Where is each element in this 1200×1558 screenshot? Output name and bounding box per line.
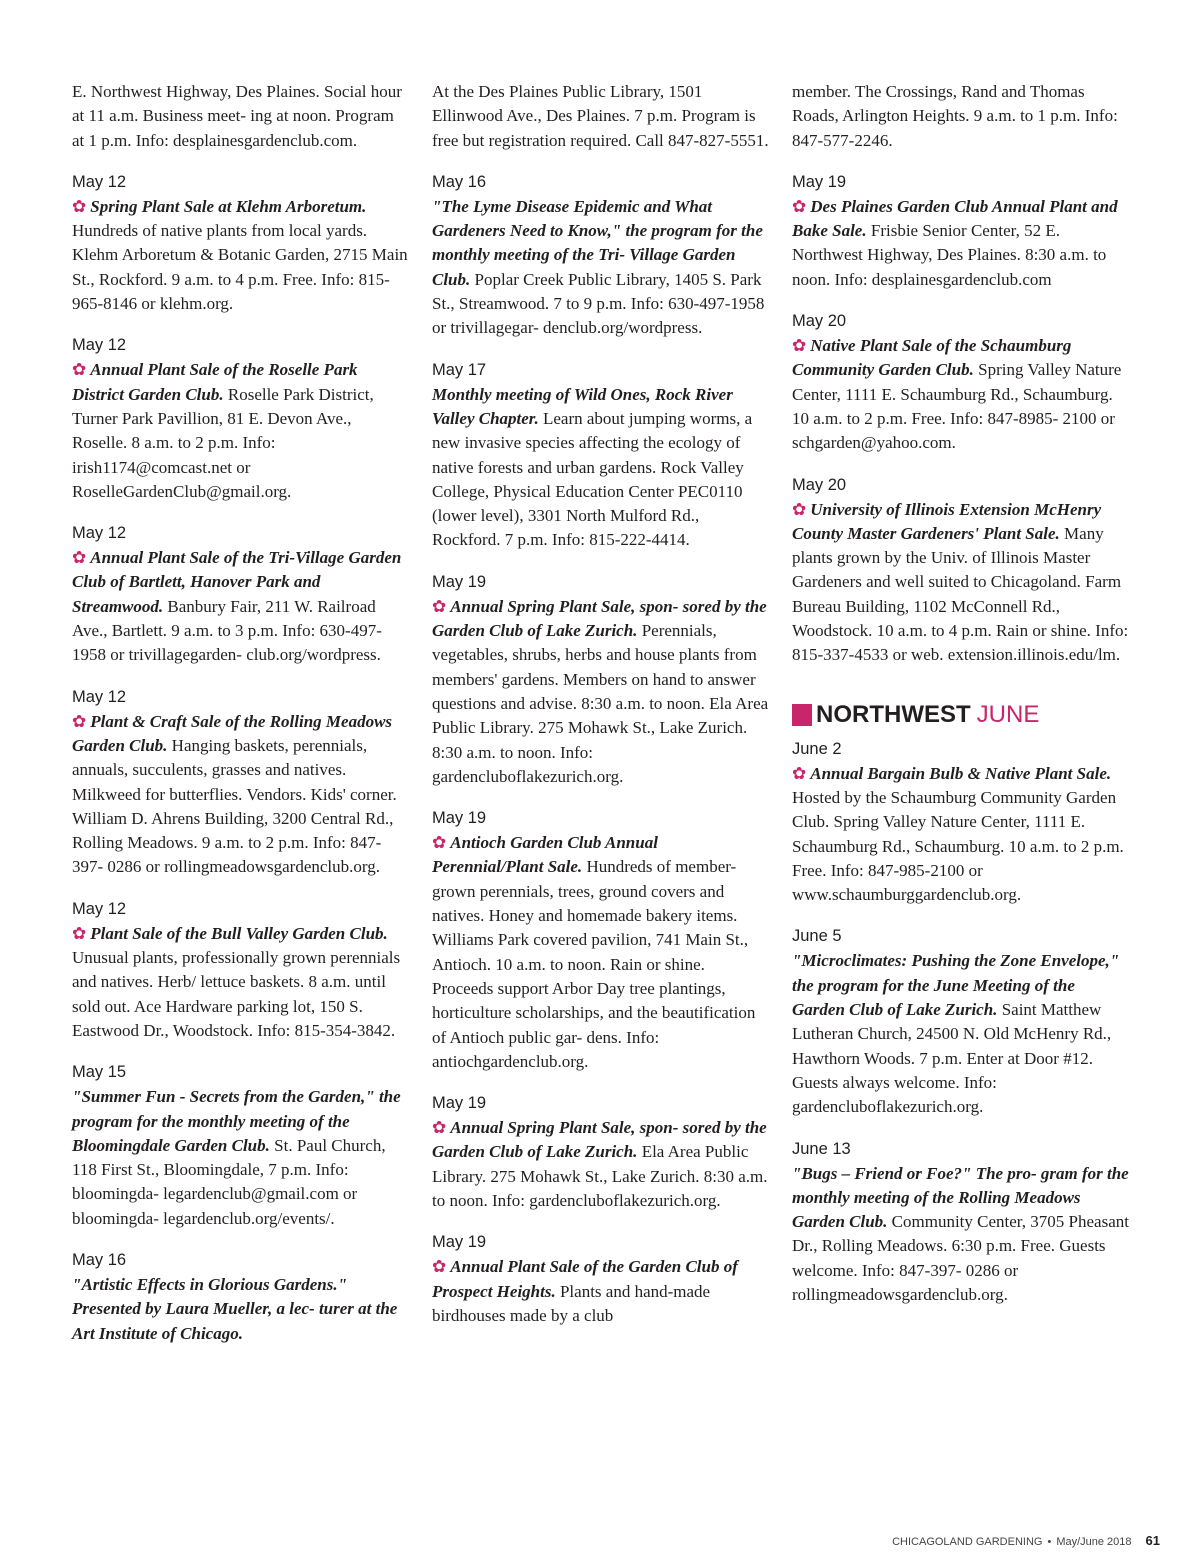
flower-icon: ✿ [792, 336, 807, 356]
event-text [792, 498, 1130, 668]
event-title: Native Plant Sale of the Schaumburg Community Garden Club. [792, 336, 1072, 380]
event-date: May 12 [72, 172, 127, 191]
flower-icon: ✿ [792, 499, 807, 519]
event-description: Hundreds of member-grown perennials, trees, ground covers and natives. Honey and homemade bakery items. Williams Park covered pavilion, 741 Main St., Antioch. 10 a.m. to noon. Rain or shine. Proceeds support Arbor Day tree plantings, horticulture scholarships, and the beautification of Antioch public gar- dens. Info: antiochgardenclub.org. [432, 857, 756, 1071]
event-date: May 19 [432, 1233, 487, 1252]
event-entry [72, 898, 410, 1043]
event-description: Plants and hand-made birdhouses made by a club [432, 1281, 711, 1325]
event-title: "Artistic Effects in Glorious Gardens." Presented by Laura Mueller, a lec- turer at the Art Institute of Chicago. [72, 1274, 398, 1343]
event-description: member. The Crossings, Rand and Thomas Roads, Arlington Heights. 9 a.m. to 1 p.m. Info: 847-577-2246. [792, 82, 1118, 150]
event-entry [792, 474, 1130, 668]
event-date: May 20 [792, 475, 847, 494]
event-text [432, 595, 770, 789]
footer-separator: • [1047, 1536, 1052, 1548]
flower-icon: ✿ [432, 833, 447, 853]
event-description: Frisbie Senior Center, 52 E. Northwest Highway, Des Plaines. 8:30 a.m. to noon. Info: desplainesgardenclub.com [792, 221, 1107, 289]
event-entry [72, 686, 410, 880]
flower-icon: ✿ [432, 596, 447, 616]
event-title: Annual Bargain Bulb & Native Plant Sale. [810, 763, 1112, 783]
event-description: Learn about jumping worms, a new invasive species affecting the ecology of native forests and urban gardens. Rock Valley College, Physical Education Center PEC0110 (lower level), 3301 North Mulford Rd., Rockford. 7 p.m. Info: 815-222-4414. [432, 408, 753, 550]
section-heading-sub: JUNE [976, 700, 1040, 728]
section-heading-main: NORTHWEST [816, 700, 971, 728]
column-3 [792, 80, 1130, 1325]
flower-icon: ✿ [432, 1257, 447, 1277]
event-entry [72, 80, 410, 153]
event-text [72, 922, 410, 1043]
event-text [792, 949, 1130, 1119]
flower-icon: ✿ [792, 763, 807, 783]
event-text [792, 1162, 1130, 1308]
event-date: June 13 [792, 1139, 851, 1158]
event-title: "Microclimates: Pushing the Zone Envelope," the program for the June Meeting of the Garden Club of Lake Zurich. [792, 951, 1120, 1020]
flower-icon: ✿ [432, 1118, 447, 1138]
event-title: Monthly meeting of Wild Ones, Rock River Valley Chapter. [432, 384, 733, 428]
event-entry [72, 171, 410, 316]
event-entry [72, 522, 410, 667]
event-entry [72, 1061, 410, 1231]
event-date: May 16 [432, 172, 487, 191]
event-entry [432, 1092, 770, 1213]
flower-icon: ✿ [72, 923, 87, 943]
event-text [792, 80, 1130, 153]
event-title: Annual Plant Sale of the Tri-Village Garden Club of Bartlett, Hanover Park and Streamwood. [72, 548, 402, 616]
flower-icon: ✿ [72, 196, 87, 216]
event-date: May 12 [72, 336, 127, 355]
event-entry [792, 1138, 1130, 1308]
event-date: June 2 [792, 739, 842, 758]
event-entry [792, 171, 1130, 292]
event-text [432, 831, 770, 1074]
event-date: May 19 [432, 572, 487, 591]
event-entry [432, 1231, 770, 1328]
column-2 [432, 80, 770, 1346]
event-title: University of Illinois Extension McHenry County Master Gardeners' Plant Sale. [792, 499, 1102, 543]
event-text [432, 1255, 770, 1328]
event-description: Unusual plants, professionally grown perennials and natives. Herb/ lettuce baskets. 8 a.m. until sold out. Ace Hardware parking lot, 150 S. Eastwood Dr., Woodstock. Info: 815-354-3842. [72, 948, 401, 1040]
event-description: Hundreds of native plants from local yards. Klehm Arboretum & Botanic Garden, 2715 Main St., Rockford. 9 a.m. to 4 p.m. Free. Info: 815-965-8146 or klehm.org. [72, 221, 408, 314]
column-3-top [792, 80, 1130, 668]
event-entry [792, 925, 1130, 1119]
event-text [72, 358, 410, 504]
flower-icon: ✿ [72, 548, 87, 568]
event-title: "Bugs – Friend or Foe?" The pro- gram for the monthly meeting of the Rolling Meadows Garden Club. [792, 1163, 1129, 1232]
flower-icon: ✿ [72, 360, 87, 380]
column-1 [72, 80, 410, 1364]
event-description: Roselle Park District, Turner Park Pavillion, 81 E. Devon Ave., Roselle. 8 a.m. to 2 p.m. Info: irish1174@comcast.net or RoselleGardenClub@gmail.org. [72, 384, 374, 501]
event-description: Hanging baskets, perennials, annuals, succulents, grasses and natives. Milkweed for butterflies. Vendors. Kids' corner. William D. Ahrens Building, 3200 Central Rd., Rolling Meadows. 9 a.m. to 2 p.m. Info: 847-397- 0286 or rollingmeadowsgardenclub.org. [72, 735, 397, 877]
event-description: Ela Area Public Library. 275 Mohawk St., Lake Zurich. 8:30 a.m. to noon. Info: gardencluboflakezurich.org. [432, 1142, 768, 1210]
event-text [432, 80, 770, 153]
event-entry [432, 359, 770, 553]
event-entry [792, 738, 1130, 908]
issue-date: May/June 2018 [1056, 1536, 1132, 1548]
event-title: Annual Plant Sale of the Roselle Park District Garden Club. [72, 360, 358, 404]
event-description: Community Center, 3705 Pheasant Dr., Rolling Meadows. 6:30 p.m. Free. Guests welcome. Info: 847-397- 0286 or rollingmeadowsgardenclub.org. [792, 1212, 1129, 1304]
event-date: May 12 [72, 899, 127, 918]
event-entry [792, 310, 1130, 455]
event-description: E. Northwest Highway, Des Plaines. Social hour at 11 a.m. Business meet- ing at noon. Program at 1 p.m. Info: desplainesgardenclub.com. [72, 82, 402, 150]
page-footer [892, 1533, 1160, 1548]
flower-icon: ✿ [792, 196, 807, 216]
event-title: Annual Spring Plant Sale, spon- sored by the Garden Club of Lake Zurich. [432, 596, 767, 641]
event-text [792, 334, 1130, 455]
event-title: Annual Spring Plant Sale, spon- sored by the Garden Club of Lake Zurich. [432, 1118, 767, 1162]
event-date: June 5 [792, 927, 842, 946]
event-title: Plant Sale of the Bull Valley Garden Club. [90, 923, 388, 943]
event-description: Banbury Fair, 211 W. Railroad Ave., Bartlett. 9 a.m. to 3 p.m. Info: 630-497-1958 or trivillagegarden- club.org/wordpress. [72, 596, 382, 665]
event-text [72, 80, 410, 153]
event-text [72, 1085, 410, 1231]
event-date: May 15 [72, 1063, 127, 1082]
event-date: May 19 [432, 1094, 487, 1113]
event-description: Poplar Creek Public Library, 1405 S. Park St., Streamwood. 7 to 9 p.m. Info: 630-497-1958 or trivillagegar- denclub.org/wordpress. [432, 269, 765, 338]
event-date: May 12 [72, 687, 127, 706]
page-number: 61 [1145, 1533, 1160, 1548]
heading-square-icon [792, 704, 812, 726]
event-entry [72, 1249, 410, 1346]
publication-name: CHICAGOLAND GARDENING [892, 1536, 1043, 1548]
event-entry [432, 807, 770, 1074]
event-description: At the Des Plaines Public Library, 1501 Ellinwood Ave., Des Plaines. 7 p.m. Program is free but registration required. Call 847-827-5551. [432, 82, 769, 150]
event-text [432, 195, 770, 341]
event-entry [432, 571, 770, 789]
event-date: May 20 [792, 312, 847, 331]
event-title: Antioch Garden Club Annual Perennial/Plant Sale. [432, 833, 658, 877]
event-description: Hosted by the Schaumburg Community Garden Club. Spring Valley Nature Center, 1111 E. Schaumburg Rd., Schaumburg. 10 a.m. to 2 p.m. Free. Info: 847-985-2100 or www.schaumburggardenclub.org. [792, 787, 1124, 905]
event-title: Annual Plant Sale of the Garden Club of Prospect Heights. [432, 1257, 738, 1301]
event-title: Plant & Craft Sale of the Rolling Meadows Garden Club. [72, 711, 393, 755]
event-entry [72, 334, 410, 504]
event-text [72, 546, 410, 667]
event-entry [432, 80, 770, 153]
event-text [72, 710, 410, 880]
event-date: May 19 [432, 809, 487, 828]
event-date: May 12 [72, 524, 127, 543]
event-title: "The Lyme Disease Epidemic and What Gardeners Need to Know," the program for the monthly meeting of the Tri- Village Garden Club. [432, 196, 763, 289]
event-entry [432, 171, 770, 341]
event-text [432, 383, 770, 553]
event-description: Many plants grown by the Univ. of Illinois Master Gardeners and well suited to Chicagoland. Farm Bureau Building, 1102 McConnell Rd., Woodstock. 10 a.m. to 4 p.m. Rain or shine. Info: 815-337-4533 or web. extension.illinois.edu/lm. [792, 523, 1129, 665]
event-title: Des Plaines Garden Club Annual Plant and Bake Sale. [792, 196, 1118, 241]
event-text [72, 1273, 410, 1346]
column-3-bottom [792, 738, 1130, 1308]
event-text [792, 195, 1130, 292]
event-description: St. Paul Church, 118 First St., Bloomingdale, 7 p.m. Info: bloomingda- legardenclub@gmail.com or bloomingda- legardenclub.org/events/. [72, 1135, 386, 1228]
event-title: "Summer Fun - Secrets from the Garden," the program for the monthly meeting of the Bloomingdale Garden Club. [72, 1087, 401, 1155]
event-text [792, 762, 1130, 908]
event-description: Saint Matthew Lutheran Church, 24500 N. Old McHenry Rd., Hawthorn Woods. 7 p.m. Enter at Door #12. Guests always welcome. Info: gardencluboflakezurich.org. [792, 1000, 1112, 1117]
flower-icon: ✿ [72, 711, 87, 731]
event-date: May 19 [792, 172, 847, 191]
section-heading [792, 700, 1130, 730]
event-text [432, 1116, 770, 1213]
event-description: Perennials, vegetables, shrubs, herbs and house plants from members' gardens. Members on hand to answer questions and advise. 8:30 a.m. to noon. Ela Area Public Library. 275 Mohawk St., Lake Zurich. 8:30 a.m. to noon. Info: gardencluboflakezurich.org. [432, 621, 769, 786]
event-title: Spring Plant Sale at Klehm Arboretum. [90, 196, 367, 216]
event-date: May 17 [432, 360, 487, 379]
event-entry [792, 80, 1130, 153]
event-text [72, 195, 410, 316]
event-description: Spring Valley Nature Center, 1111 E. Schaumburg Rd., Schaumburg. 10 a.m. to 2 p.m. Free. Info: 847-8985- 2100 or schgarden@yahoo.com. [792, 360, 1122, 453]
event-date: May 16 [72, 1250, 127, 1269]
